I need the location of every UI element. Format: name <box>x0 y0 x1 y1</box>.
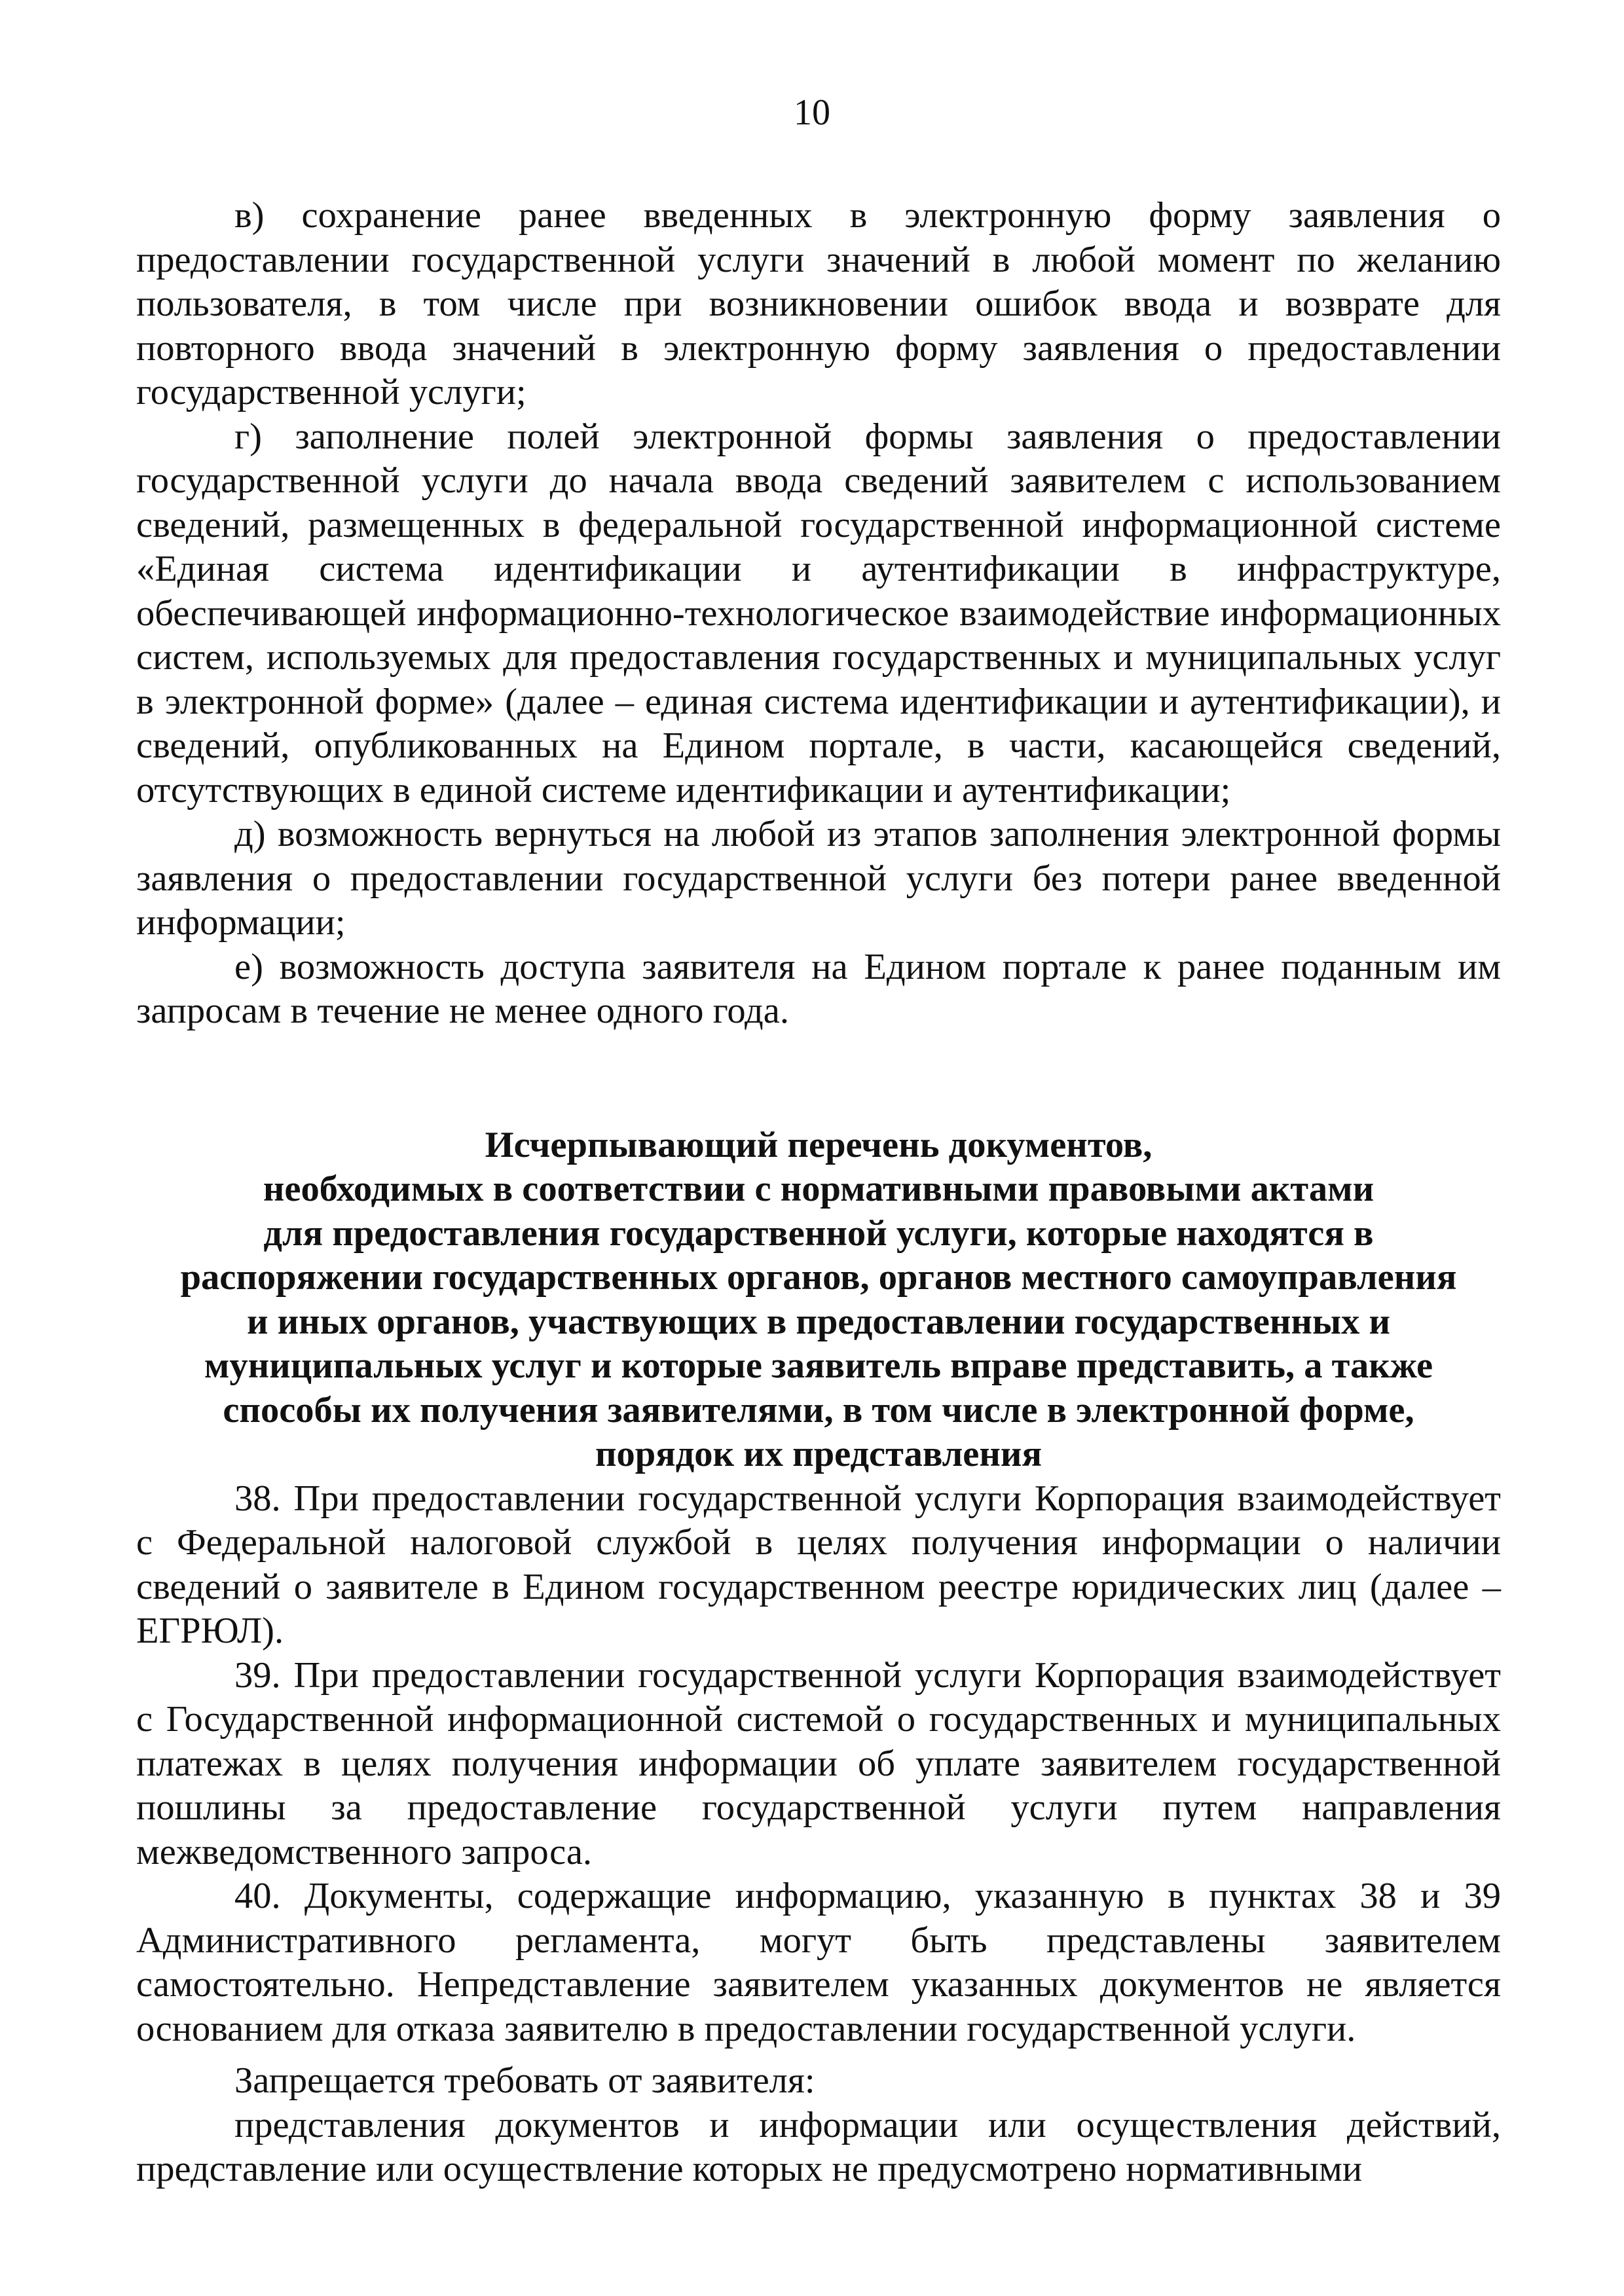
document-body <box>136 194 1501 2192</box>
heading-line: и иных органов, участвующих в предоставлении государственных и <box>246 1301 1391 1342</box>
heading-line: для предоставления государственной услуги, которые находятся в <box>263 1212 1374 1254</box>
paragraph-d: д) возможность вернуться на любой из этапов заполнения электронной формы заявления о предоставлении государственной услуги без потери ранее введенной информации; <box>136 814 1501 943</box>
paragraph-v: в) сохранение ранее введенных в электронную форму заявления о предоставлении государственной услуги значений в любой момент по желанию пользователя, в том числе при возникновении ошибок ввода и возврате для повторного ввода значений в электронную форму заявления о предоставлении государственной услуги; <box>136 195 1501 412</box>
heading-line: порядок их представления <box>595 1434 1043 1474</box>
paragraph-e: е) возможность доступа заявителя на Едином портале к ранее поданным им запросам в течение не менее одного года. <box>136 946 1501 1031</box>
paragraph-38: 38. При предоставлении государственной услуги Корпорация взаимодействует с Федеральной налоговой службой в целях получения информации о наличии сведений о заявителе в Едином государственном реестре юридических лиц (далее – ЕГРЮЛ). <box>136 1478 1501 1651</box>
paragraph-40: 40. Документы, содержащие информацию, указанную в пунктах 38 и 39 Административного регламента, могут быть представлены заявителем самостоятельно. Непредставление заявителем указанных документов не является основанием для отказа заявителю в предоставлении государственной услуги. <box>136 1876 1501 2049</box>
heading-line: Исчерпывающий перечень документов, <box>485 1124 1153 1165</box>
heading-line: муниципальных услуг и которые заявитель вправе представить, а также <box>204 1345 1433 1386</box>
heading-line: распоряжении государственных органов, органов местного самоуправления <box>180 1257 1457 1298</box>
paragraph-spacer <box>136 2051 1501 2059</box>
heading-line: способы их получения заявителями, в том числе в электронной форме, <box>223 1389 1414 1430</box>
section-heading <box>136 1123 1501 1477</box>
heading-line: необходимых в соответствии с нормативными правовыми актами <box>263 1169 1375 1209</box>
paragraph-requirements: представления документов и информации или осуществления действий, представление или осуществление которых не предусмотрено нормативными <box>136 2104 1501 2189</box>
paragraph-prohibition: Запрещается требовать от заявителя: <box>234 2060 815 2101</box>
paragraph-g: г) заполнение полей электронной формы заявления о предоставлении государственной услуги до начала ввода сведений заявителем с использованием сведений, размещенных в федеральной государственной информационной системе «Единая система идентификации и аутентификации в инфраструктуре, обеспечивающей информационно-технологическое взаимодействие информационных систем, используемых для предоставления государственных и муниципальных услуг в электронной форме» (далее – единая система идентификации и аутентификации), и сведений, опубликованных на Едином портале, в части, касающейся сведений, отсутствующих в единой системе идентификации и аутентификации; <box>136 416 1501 811</box>
paragraph-39: 39. При предоставлении государственной услуги Корпорация взаимодействует с Государственной информационной системой о государственных и муниципальных платежах в целях получения информации об уплате заявителем государственной пошлины за предоставление государственной услуги путем направления межведомственного запроса. <box>136 1654 1501 1872</box>
page-number: 10 <box>794 92 830 133</box>
